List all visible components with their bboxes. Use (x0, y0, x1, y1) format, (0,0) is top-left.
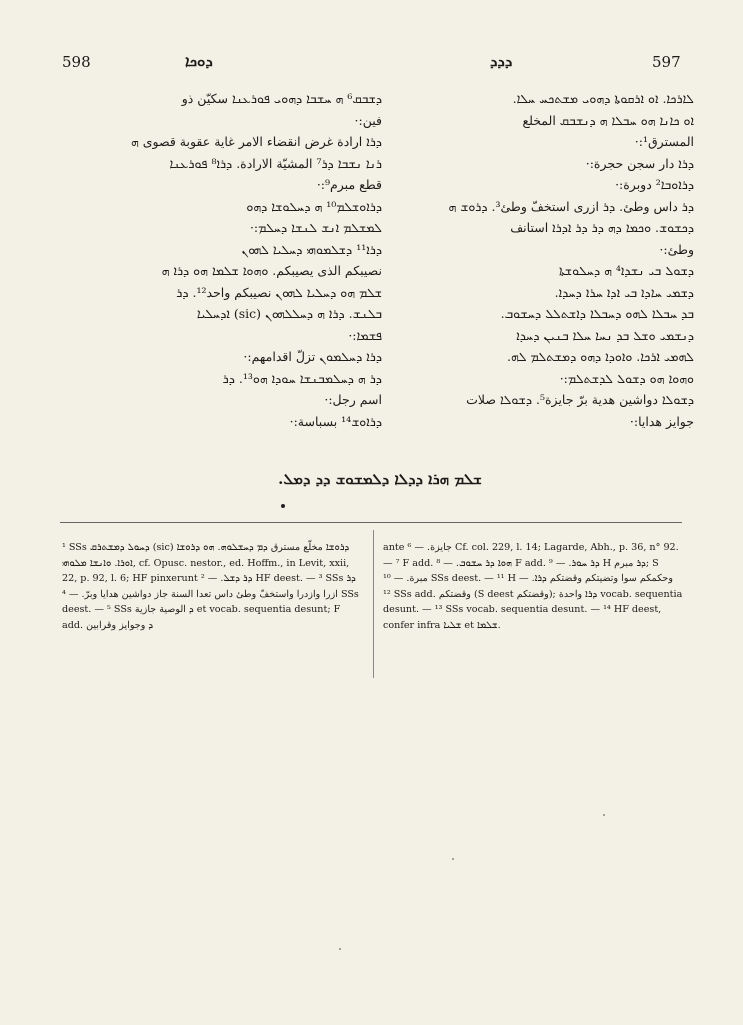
text-line: ܫܠܡ ܗܘ ܕܚܠܝܐ ܠܗܘܢ نصيبكم واحد¹². ܕܪ (176, 284, 382, 300)
text-line: ܕܪܐ دار سجن حجرة:· (585, 155, 694, 171)
text-line: اسم رجل:· (324, 392, 382, 407)
text-line: ܒܠܢܫ. ܕܪܐ ܗ ܕܚܠܠܗܘܢ (sic) ܐܕܚܠܝܐ (196, 306, 382, 321)
text-line: ܘܗܘܐ ܗܘ ܕܫܘܠ ܠܕܫܬܠܡ:· (559, 370, 694, 386)
paper-speck (339, 948, 341, 950)
footnotes-left (62, 540, 362, 634)
text-line: ܕܪܐ ܕܚܠܡܘܢ تزلّ اقدامهم:· (243, 349, 382, 364)
paper-speck (452, 858, 454, 860)
footnotes-right (383, 540, 683, 634)
text-line: ܕܪܐܘܫܠܡ¹⁰ ܗ ܕܚܠܘܫܐ ܕܗܘ (246, 198, 382, 214)
left-page-number: 598 (62, 53, 91, 71)
right-column (372, 88, 694, 432)
text-line: نصيبكم الذى يصيبكم. ܘܗܘܐ ܫܠܡܐ ܗܘ ܕܪܐ ܗ (161, 263, 382, 278)
text-line: ܒܕ ܚܒܠܐ ܠܗܘ ܕܚܒܠܐ ܕܐܫܬܠܠ ܕܚܫܘܒ. (500, 306, 694, 321)
text-line: ܕܟܫܘܫ. ܘܟܡܐ ܕܗ ܕܪ ܕܪ ܐܕܪܐ استانف (510, 220, 694, 235)
footnote-text: ¹ SSs ܕܚܘܠ ܕܡܫܬܪܩ (sic) ܕܪܘܫܐ مخلّع مسترق ܕܡ ܕܚܫܠܘܗ. ܗܘ ܕܪܘܫܐ ܐܘܪܐ. ܘܐܢܫܐ ܡܠܘܗܝ, cf. Opusc. nestor., ed. Hoffm., in Levit, xxii, 22, p. 92, l. 6; HF pinxerunt ܕܪ ܕܫܠ. — ² HF deest. — ³ SSs ܕܪ ازرا وازدرا واستخفّ وطئ داس تعدا السنة جاز دواشين هدايا وبرّ. — ⁴ SSs deest. — ⁵ SSs ܕ الوصية جازية et vocab. sequentia desunt; F add. ܕ وجوايز وقرابين (62, 542, 359, 631)
text-line: ܐܘ ܟܐܢܐ ܗܘ ܚܒܠܐ ܗ ܕܢܫܒܩ المخلع (522, 112, 694, 128)
text-line: ܦܫܡܐ:· (348, 327, 382, 343)
text-line: ܕܪܐ ارادة غرض انقضاء الامر غاية عقوبة قصوى ܗ (130, 134, 382, 149)
text-line: ܕܪܐܘܒܐ² دوبرة:· (615, 177, 694, 192)
text-line: ܠܡܫܠܡ ܐܢܫ ܠܢܫܐ ܕܚܠܡ:· (249, 220, 382, 235)
text-line: جوايز هدايا:· (629, 413, 694, 429)
text-line: ܕܪ داس وطئ. ܕܪ ازرى استخفّ وطئ³. ܕܪܘܫ ܗ (448, 198, 694, 214)
left-column (60, 88, 382, 432)
footnote-divider (60, 522, 682, 523)
text-line: ܠܐܪܟܐ. ܐܘ ܐܪܩܘܬܐ ܕܗܘܝ ܡܫܬܟܚ ܚܠܐ. (512, 91, 694, 106)
text-line: ܕܪܐ¹¹ ܕܫܠܡܘܗܝ ܕܚܠܝܐ ܠܗܘܢ (241, 241, 382, 257)
text-line: ܕܫܒܩ⁶ ܗ ܚܫܒܐ ܕܗܘܝ ܦܘܪܥܢܐ سكيّن ذو (181, 91, 382, 106)
footnote-text: ante جايزة. — ⁶ Cf. col. 229, l. 14; Lagarde, Abh., p. 36, n° 92. — ⁷ F add. ܗܘܐ ܕܪ ܚܫܘܒ. — ⁸ F add. ܕܪ ܚܘܪ. — ⁹ H ܕܪ مبرم; S مبرة. — ¹⁰ SSs deest. — ¹¹ H وحكمكم سوا وتضيتكم وقضتكم ܕܪܐ. — ¹² SSs add. وقضتكم (S deest وقضتكم); ܕܪܐ واحدة vocab. sequentia desunt. — ¹³ SSs vocab. sequentia desunt. — ¹⁴ HF deest, confer infra ܫܠܝܐ et ܫܠܡܐ. (383, 542, 683, 631)
text-line: ܕܫܡܝ ܚܐܕܐ ܒܝ ܐܕܐ ܚܪܐ ܕܚܕܐ. (554, 284, 694, 300)
ornament-dot (281, 504, 285, 508)
text-line: ܕܪܐܘܫ¹⁴ بسباسة:· (289, 413, 382, 429)
left-running-head: ܕܘܟܐ (185, 52, 213, 70)
section-colophon: ܫܠܡ ܗܪܐ ܕܕܠܐ ܕܠܡܫܘܫ ܕܕ ܕܡܠ. (278, 470, 482, 488)
text-line: قطع مبرم⁹:· (316, 177, 382, 192)
text-line: وطئ:· (659, 241, 694, 257)
footnote-column-divider (373, 530, 374, 678)
text-line: المسترق¹:· (634, 134, 694, 149)
text-line: ܕܫܘܠ ܒܝ ܢܫܕܐ⁴ ܗ ܕܚܠܘܫܬܐ (558, 263, 694, 278)
text-line: فين:· (354, 112, 382, 128)
text-line: ܕܪ ܗ ܕܚܠܡܒܢܫܐ ܚܘܕܐ ܗܘ¹³. ܕܪ (222, 370, 382, 386)
right-page-number: 597 (652, 53, 681, 71)
text-line: ܕܢܫܡܝ ܘܫܠ ܒܕ ܢܚܐ ܚܠܐ ܒܢܝܢ ܕܚܕܐ (516, 327, 694, 343)
right-running-head: ܕܕܕ (490, 52, 513, 70)
text-line: ܠܗܡܝ ܐܪܟܐ. ܘܐܘܕܐ ܕܗܘ ܕܡܫܬܠܡ ܠܗ. (507, 349, 694, 364)
text-line: ܕܫܘܠܐ دواشين هدية برّ جايزة⁵. ܕܫܘܠܐ صلات (466, 392, 694, 407)
paper-speck (603, 814, 605, 816)
text-line: ܪܢܐ ܢܫܒܐ ܕܪ⁷ المشيّة الارادة. ܕܪܐ⁸ ܦܘܪܥܢܐ (169, 155, 382, 171)
